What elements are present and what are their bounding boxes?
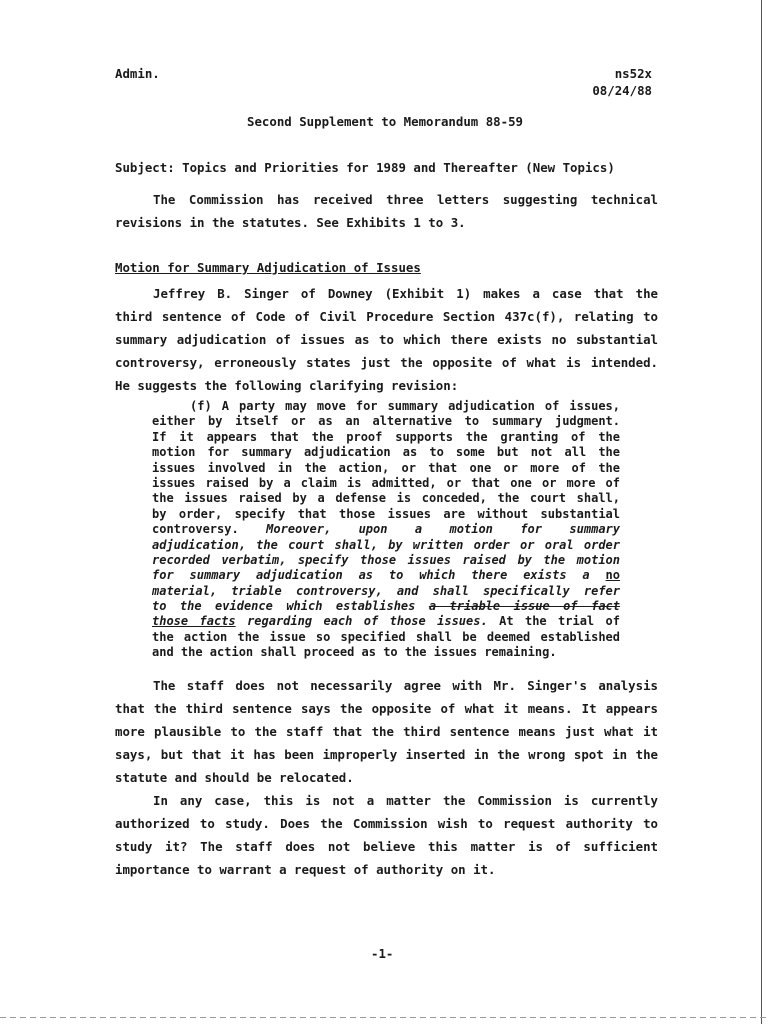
- para3-line-3: study it? The staff does not believe this matter is of sufficient: [115, 839, 658, 854]
- quote-line-3: If it appears that the proof supports the granting of the: [152, 429, 620, 444]
- quote-line-17: and the action shall proceed as to the issues remaining.: [152, 645, 557, 660]
- page-bottom-edge: [0, 1017, 770, 1018]
- quote-line-9-added: Moreover, upon a motion for summary: [266, 522, 620, 537]
- page-title: Second Supplement to Memorandum 88-59: [247, 114, 524, 129]
- intro-line-2: revisions in the statutes. See Exhibits 1 to 3.: [115, 215, 466, 230]
- page-number: -1-: [371, 946, 394, 961]
- para3-line-2: authorized to study. Does the Commission wish to request authority to: [115, 816, 658, 831]
- quote-line-15-italic: regarding each of those issues.: [247, 614, 488, 629]
- admin-label: Admin.: [115, 66, 160, 81]
- section-heading: Motion for Summary Adjudication of Issues: [115, 260, 421, 275]
- quote-inserted-those-facts: those facts: [152, 614, 236, 629]
- quote-line-5: issues involved in the action, or that one or more of the: [152, 460, 620, 475]
- quote-struck-text: a triable issue of fact: [428, 599, 620, 614]
- quote-line-12: [152, 568, 620, 583]
- para1-line-4: controversy, erroneously states just the opposite of what is intended.: [115, 355, 658, 370]
- quote-line-16: the action the issue so specified shall be deemed established: [152, 629, 620, 644]
- paragraph-1: [115, 282, 658, 397]
- quote-line-13: material, triable controversy, and shall specifically refer: [152, 583, 620, 598]
- intro-paragraph: [115, 188, 658, 234]
- doc-code: ns52x: [614, 66, 652, 81]
- para3-line-1: In any case, this is not a matter the Commission is currently: [153, 793, 658, 808]
- quote-inserted-no: no: [605, 568, 620, 583]
- quote-line-15-plain: At the trial of: [499, 614, 620, 629]
- para2-line-2: that the third sentence says the opposite of what it means. It appears: [115, 701, 658, 716]
- subject-line: Subject: Topics and Priorities for 1989 and Thereafter (New Topics): [115, 160, 615, 175]
- quote-line-4: motion for summary adjudication as to some but not all the: [152, 445, 620, 460]
- paragraph-3: [115, 789, 658, 881]
- quote-line-12-text: for summary adjudication as to which there exists a: [152, 568, 590, 583]
- doc-date: 08/24/88: [592, 83, 652, 98]
- quote-line-14: [152, 599, 620, 614]
- para3-line-4: importance to warrant a request of authority on it.: [115, 862, 496, 877]
- para1-line-2: third sentence of Code of Civil Procedure Section 437c(f), relating to: [115, 309, 658, 324]
- quote-line-9-plain: controversy.: [152, 522, 239, 537]
- intro-line-1: The Commission has received three letters suggesting technical: [153, 192, 658, 207]
- quote-line-7: the issues raised by a defense is conceded, the court shall,: [152, 491, 620, 506]
- quote-line-14-text: to the evidence which establishes: [152, 599, 416, 614]
- para2-line-1: The staff does not necessarily agree with Mr. Singer's analysis: [153, 678, 658, 693]
- para1-line-1: Jeffrey B. Singer of Downey (Exhibit 1) makes a case that the: [153, 286, 658, 301]
- quote-line-15: [152, 614, 620, 629]
- quote-line-8: by order, specify that those issues are without substantial: [152, 506, 620, 521]
- page-edge-line: [761, 0, 762, 1024]
- quote-line-6: issues raised by a claim is admitted, or that one or more of: [152, 475, 620, 490]
- para1-line-3: summary adjudication of issues as to which there exists no substantial: [115, 332, 658, 347]
- para2-line-3: more plausible to the staff that the third sentence means just what it: [115, 724, 658, 739]
- quote-line-11: recorded verbatim, specify those issues raised by the motion: [152, 552, 620, 567]
- quote-line-10: adjudication, the court shall, by written order or oral order: [152, 537, 620, 552]
- quote-line-9: [152, 522, 620, 537]
- quote-line-1: (f) A party may move for summary adjudication of issues,: [190, 399, 620, 413]
- quote-line-2: either by itself or as an alternative to summary judgment.: [152, 414, 620, 429]
- proposed-revision-quote: [152, 399, 620, 661]
- paragraph-2: [115, 674, 658, 789]
- para2-line-4: says, but that it has been improperly inserted in the wrong spot in the: [115, 747, 658, 762]
- para2-line-5: statute and should be relocated.: [115, 770, 354, 785]
- para1-line-5: He suggests the following clarifying revision:: [115, 378, 459, 393]
